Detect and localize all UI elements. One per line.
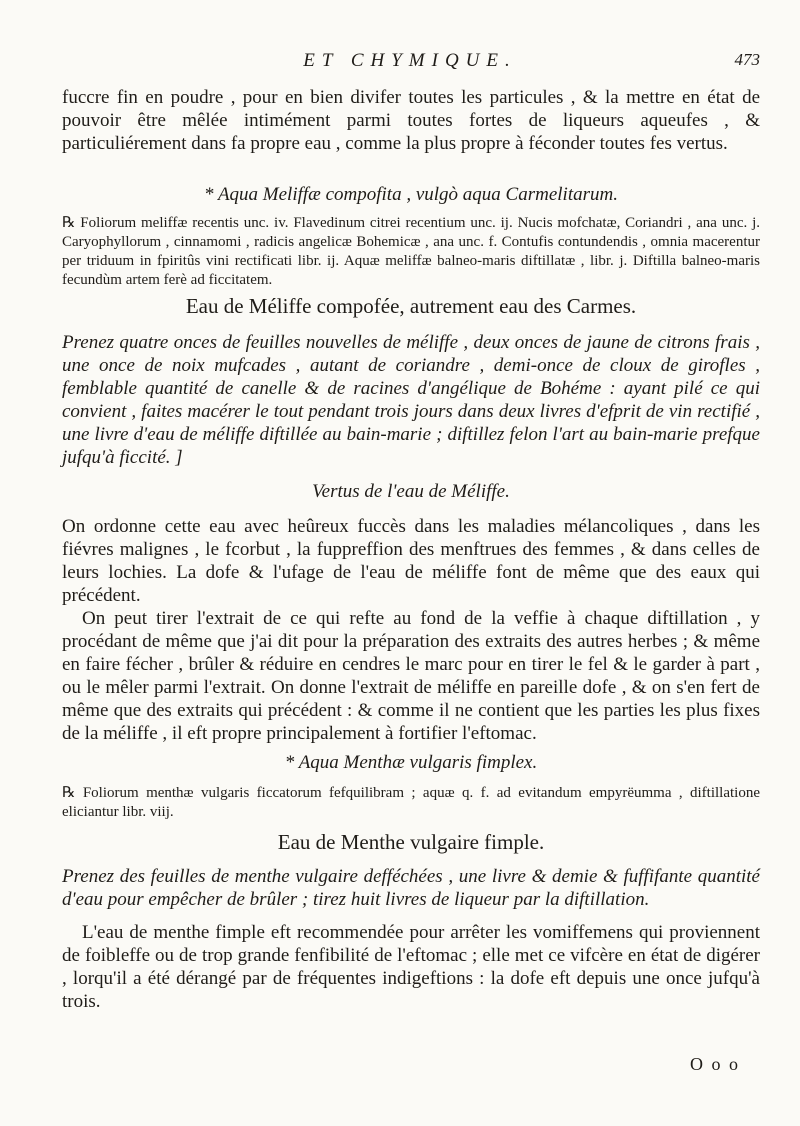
mint-recipe-french: Prenez des feuilles de menthe vulgaire defféchées , une livre & demie & fuffifante quantité d'eau pour empêcher de brûler ; tirez huit livres de liqueur par la diftillation.	[62, 866, 760, 910]
mint-section	[62, 752, 760, 1013]
intro-section	[62, 86, 760, 155]
page-number: 473	[734, 50, 760, 69]
running-title: ET CHYMIQUE.	[303, 50, 517, 71]
running-head	[60, 50, 760, 76]
mint-virtues-paragraph: L'eau de menthe fimple eft recommendée pour arrêter les vomiffemens qui proviennent de foibleffe ou de trop grande fenfibilité de l'eftomac ; elle met ce vifcère en état de digérer , lorqu'il a été dérangé par de fréquentes indigeftions : la dofe eft depuis une once jufqu'à trois.	[62, 922, 760, 1012]
catchword: O o o	[690, 1054, 740, 1074]
melissa-recipe-latin: ℞ Foliorum meliffæ recentis unc. iv. Flavedinum citrei recentium unc. ij. Nucis mofchatæ, Coriandri , ana unc. j. Caryophyllorum , cinnamomi , radicis angelicæ Bohemicæ , ana unc. f. Contufis contundendis , omnia macerentur per triduum in fpiritûs vini rectificati libr. ij. Aquæ meliffæ balneo-maris diftillatæ , libr. j. Diftilla balneo-maris fecundùm artem ferè ad ficcitatem.	[62, 215, 760, 288]
melissa-virtues-paragraph-2: On peut tirer l'extrait de ce qui refte au fond de la veffie à chaque diftillation , y procédant de même que j'ai dit pour la préparation des extraits des autres herbes ; & même en faire fécher , brûler & réduire en cendres le marc pour en tirer le fel & le garder à part , ou le mêler parmi l'extrait. On donne l'extrait de méliffe en pareille dofe , & on s'en fert de même que des extraits qui précédent : & comme il ne contient que les parties les plus fixes de la méliffe , il eft propre principalement à fortifier l'eftomac.	[62, 608, 760, 744]
mint-heading-french: Eau de Menthe vulgaire fimple.	[277, 830, 545, 854]
intro-paragraph: fuccre fin en poudre , pour en bien divifer toutes les particules , & la mettre en état de pouvoir être mêlée intimément parmi toutes fortes de liqueurs aqueufes , & particuliérement dans fa propre eau , comme la plus propre à féconder toutes fes vertus.	[62, 87, 760, 154]
melissa-section	[62, 184, 760, 745]
melissa-virtues-heading: Vertus de l'eau de Méliffe.	[312, 481, 510, 502]
melissa-heading-latin: * Aqua Meliffæ compofita , vulgò aqua Carmelitarum.	[204, 184, 618, 205]
melissa-heading-french: Eau de Méliffe compofée, autrement eau des Carmes.	[185, 294, 637, 318]
melissa-virtues-paragraph-1: On ordonne cette eau avec heûreux fuccès dans les maladies mélancoliques , dans les fiévres malignes , le fcorbut , la fuppreffion des menftrues des femmes , & dans celles de leurs lochies. La dofe & l'ufage de l'eau de méliffe font de même que des eaux qui précédent.	[62, 516, 760, 606]
melissa-recipe-french: Prenez quatre onces de feuilles nouvelles de méliffe , deux onces de jaune de citrons frais , une once de noix mufcades , autant de coriandre , demi-once de cloux de girofles , femblable quantité de canelle & de racines d'angélique de Bohéme : ayant pilé ce qui convient , faites macérer le tout pendant trois jours dans deux livres d'efprit de vin rectifié , une livre d'eau de méliffe diftillée au bain-marie ; diftillez felon l'art au bain-marie prefque jufqu'à ficcité. ]	[62, 332, 760, 468]
mint-heading-latin: * Aqua Menthæ vulgaris fimplex.	[284, 752, 538, 773]
mint-recipe-latin: ℞ Foliorum menthæ vulgaris ficcatorum fefquilibram ; aquæ q. f. ad evitandum empyrëumma , diftillatione eliciantur libr. viij.	[62, 785, 760, 820]
